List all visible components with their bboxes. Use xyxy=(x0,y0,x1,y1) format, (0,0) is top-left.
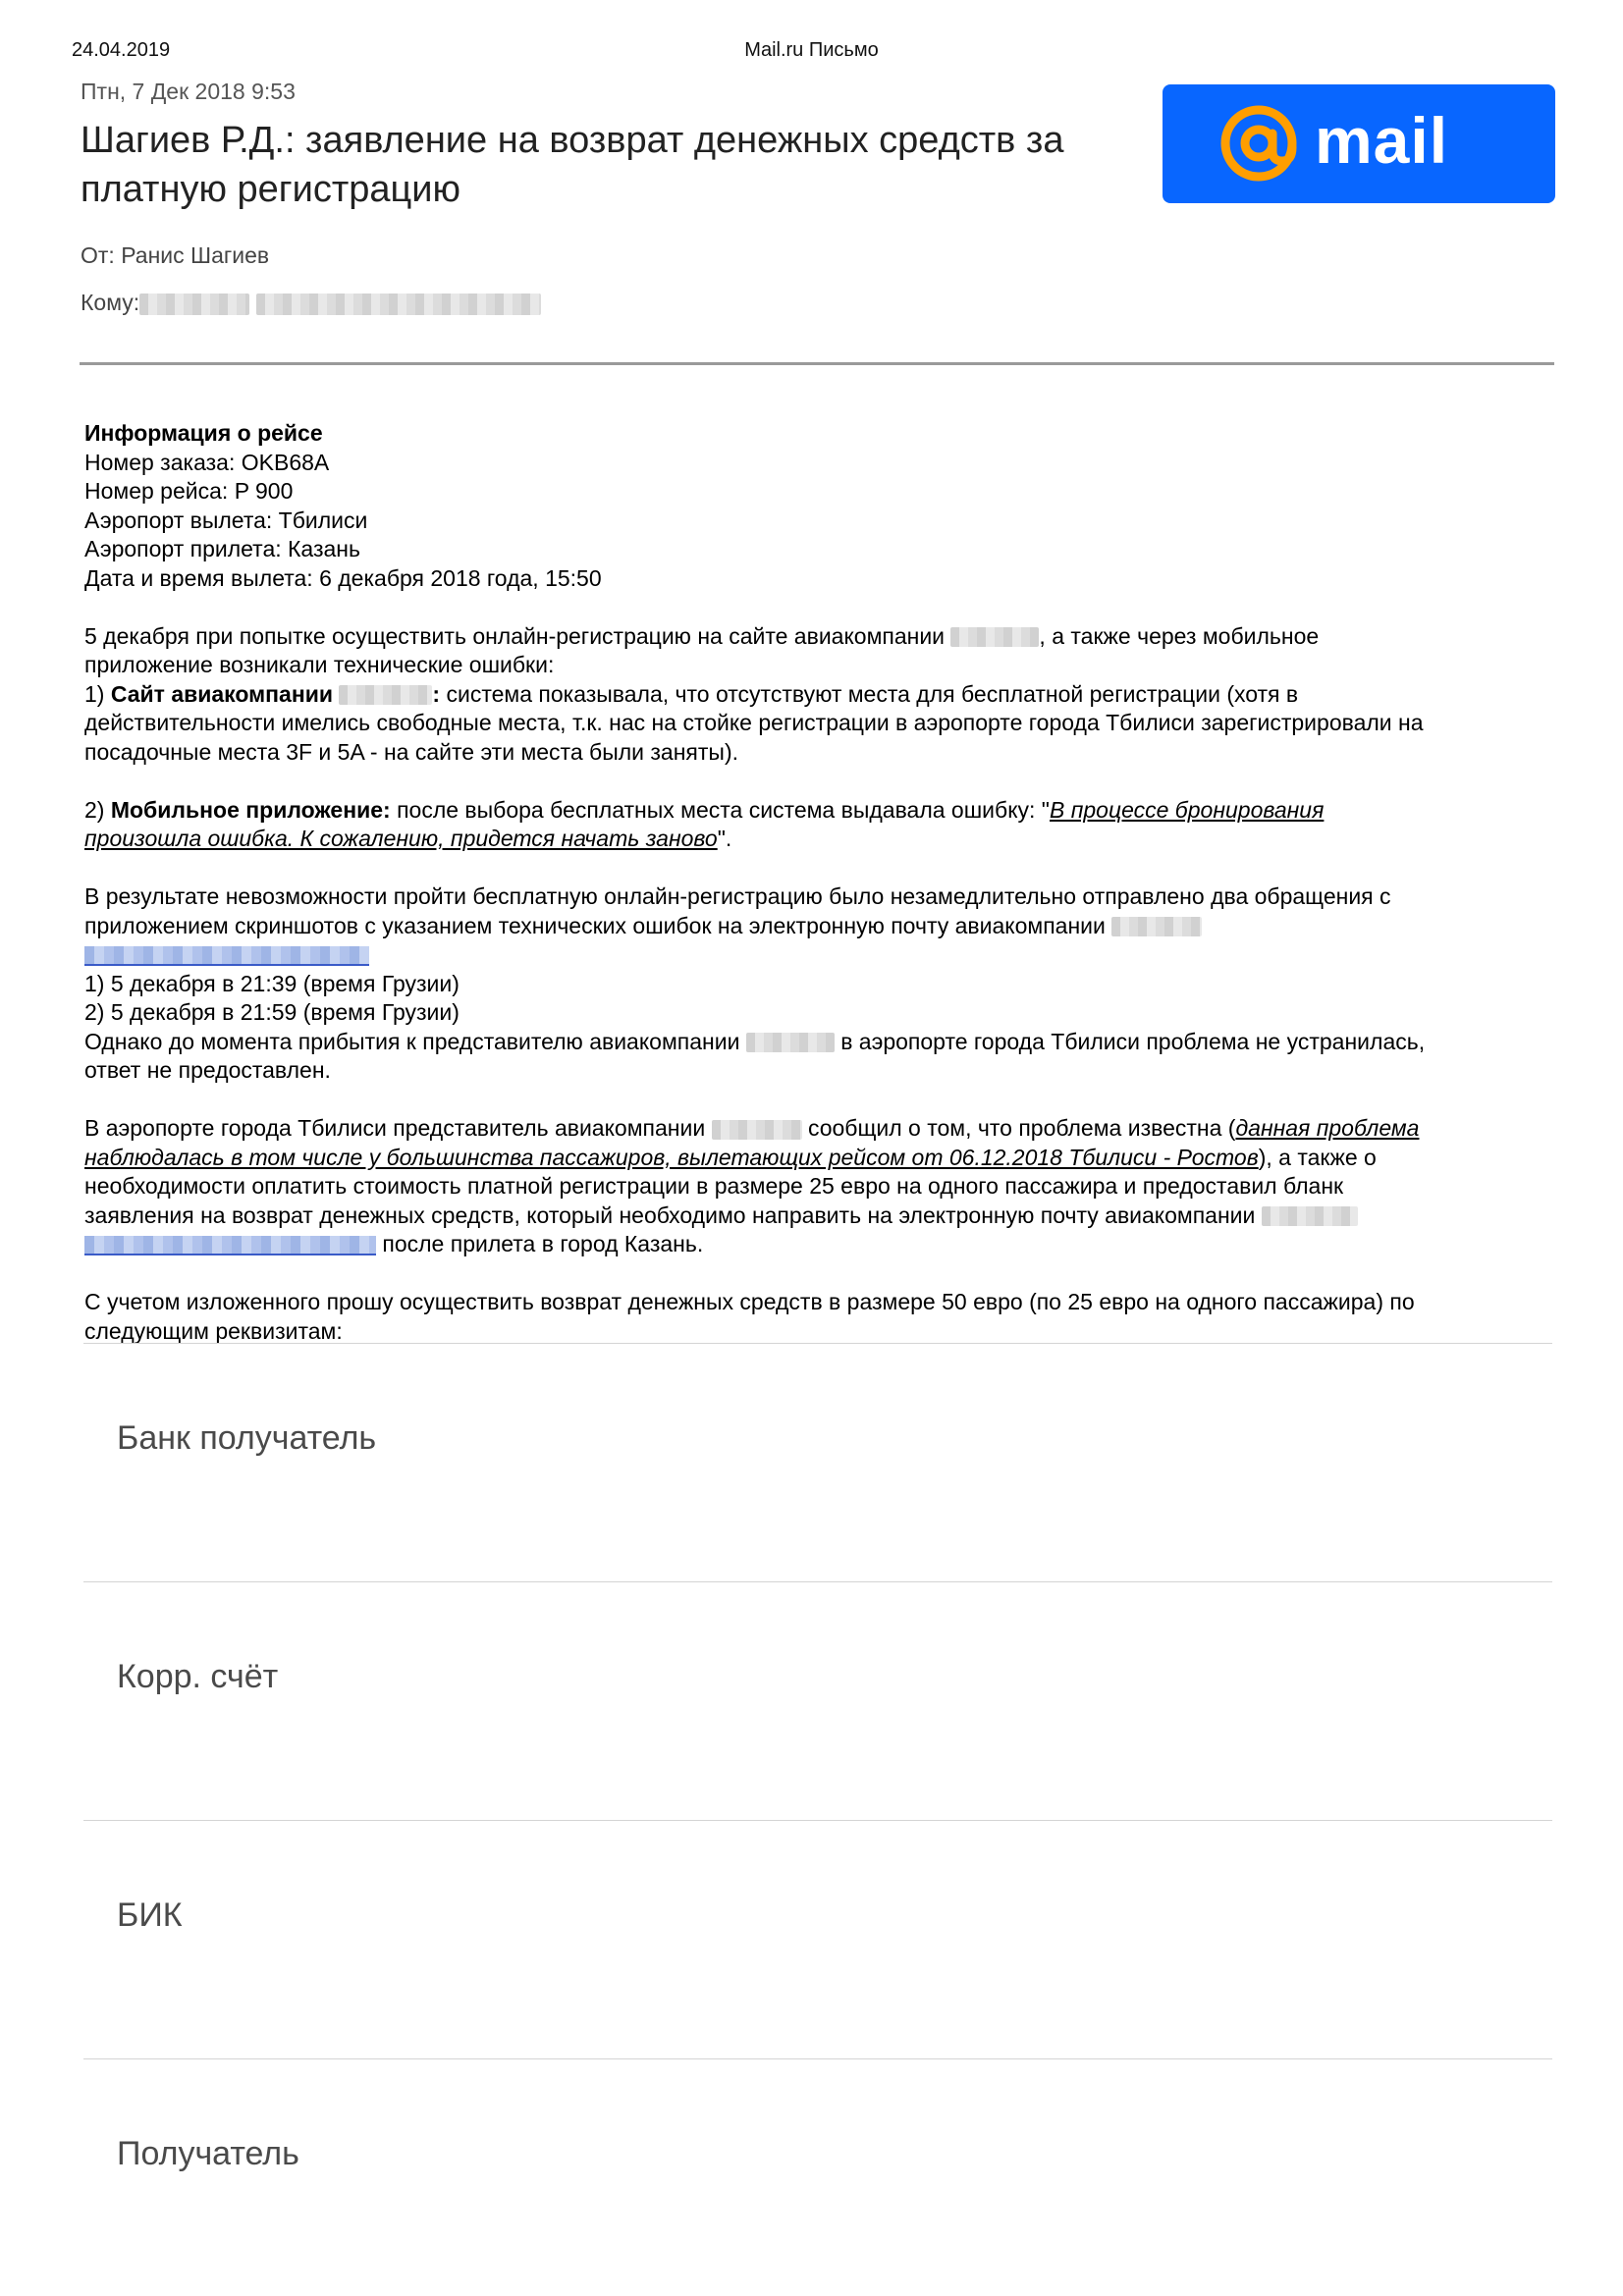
redacted-recipient-email xyxy=(256,294,541,315)
request-time-2: 2) 5 декабря в 21:59 (время Грузии) xyxy=(84,999,460,1025)
from-line xyxy=(81,242,269,269)
paragraph-1-line-2: приложение возникали технические ошибки: xyxy=(84,652,555,677)
paragraph-3-line-3 xyxy=(84,940,1557,970)
flight-info-line: Номер заказа: OKB68A xyxy=(84,449,330,475)
paragraph-3-line-2: приложением скриншотов с указанием технических ошибок на электронную почту авиакомпании xyxy=(84,912,1557,941)
paragraph-4-line-5: после прилета в город Казань. xyxy=(84,1230,1557,1259)
item-2-line-2: произошла ошибка. К сожалению, придется начать заново". xyxy=(84,826,732,851)
field-divider xyxy=(83,1581,1552,1582)
paragraph-4-line-1: В аэропорте города Тбилиси представитель авиакомпании сообщил о том, что проблема известна (данная проблема xyxy=(84,1115,1420,1141)
field-label-bank: Банк получатель xyxy=(117,1419,377,1457)
message-date: Птн, 7 Дек 2018 9:53 xyxy=(81,79,296,104)
to-line xyxy=(81,290,541,316)
message-body xyxy=(84,419,1557,1346)
redacted-airline xyxy=(1111,917,1202,936)
redacted-airline xyxy=(712,1120,802,1140)
request-time-1: 1) 5 декабря в 21:39 (время Грузии) xyxy=(84,970,460,996)
flight-info-line: Номер рейса: P 900 xyxy=(84,478,294,504)
redacted-recipient-name xyxy=(139,294,249,315)
flight-info-line: Аэропорт вылета: Тбилиси xyxy=(84,507,368,533)
mail-logo xyxy=(1163,84,1555,203)
item-1-line-1: 1) Сайт авиакомпании : система показывала, что отсутствуют места для бесплатной регистрации (хотя в xyxy=(84,680,1299,707)
print-title: Mail.ru Письмо xyxy=(744,39,879,61)
paragraph-3-line-5: ответ не предоставлен. xyxy=(84,1057,331,1083)
print-date: 24.04.2019 xyxy=(72,39,171,61)
redacted-airline xyxy=(746,1033,835,1052)
paragraph-3-line-4: Однако до момента прибытия к представителю авиакомпании в аэропорте города Тбилиси проблема не устранилась, xyxy=(84,1028,1426,1054)
redacted-email-link[interactable] xyxy=(84,1236,376,1255)
paragraph-4-line-3: необходимости оплатить стоимость платной регистрации в размере 25 евро на одного пассажира и предоставил бланк xyxy=(84,1173,1344,1199)
at-icon xyxy=(1219,104,1298,183)
sender-name[interactable]: Ранис Шагиев xyxy=(121,242,270,268)
from-label: От: xyxy=(81,242,115,268)
paragraph-4-line-4: заявления на возврат денежных средств, который необходимо направить на электронную почту авиакомпании xyxy=(84,1201,1557,1231)
field-divider xyxy=(83,1820,1552,1821)
flight-info-line: Аэропорт прилета: Казань xyxy=(84,536,360,561)
paragraph-5-line-2: следующим реквизитам: xyxy=(84,1317,343,1344)
item-2-line-1: 2) Мобильное приложение: после выбора бесплатных места система выдавала ошибку: "В процессе бронирования xyxy=(84,796,1325,823)
flight-info-line: Дата и время вылета: 6 декабря 2018 года, 15:50 xyxy=(84,564,602,591)
flight-info-heading: Информация о рейсе xyxy=(84,420,323,446)
paragraph-1-line-1: 5 декабря при попытке осуществить онлайн-регистрацию на сайте авиакомпании , а также через мобильное xyxy=(84,622,1320,649)
field-divider xyxy=(83,2058,1552,2059)
paragraph-4-line-2: наблюдалась в том числе у большинства пассажиров, вылетающих рейсом от 06.12.2018 Тбилиси - Ростов), а также о xyxy=(84,1144,1377,1170)
field-divider xyxy=(83,1343,1552,1344)
logo-text: mail xyxy=(1315,104,1449,177)
paragraph-3-line-1: В результате невозможности пройти бесплатную онлайн-регистрацию было незамедлительно отправлено два обращения с xyxy=(84,883,1391,909)
item-1-line-2: действительности имелись свободные места, т.к. нас на стойке регистрации в аэропорте города Тбилиси зарегистрировали на xyxy=(84,710,1424,735)
field-label-corr-account: Корр. счёт xyxy=(117,1658,279,1695)
redacted-airline xyxy=(1262,1206,1358,1226)
header-divider xyxy=(80,362,1554,365)
field-label-recipient: Получатель xyxy=(117,2135,299,2172)
paragraph-5-line-1: С учетом изложенного прошу осуществить возврат денежных средств в размере 50 евро (по 25 евро на одного пассажира) по xyxy=(84,1289,1415,1314)
field-label-bik: БИК xyxy=(117,1896,183,1934)
to-label: Кому: xyxy=(81,290,140,315)
message-subject: Шагиев Р.Д.: заявление на возврат денежных средств за платную регистрацию xyxy=(81,120,1064,210)
redacted-airline xyxy=(950,627,1039,647)
redacted-email-link[interactable] xyxy=(84,946,369,966)
redacted-airline xyxy=(339,685,432,705)
item-1-line-3: посадочные места 3F и 5A - на сайте эти места были заняты). xyxy=(84,738,738,765)
